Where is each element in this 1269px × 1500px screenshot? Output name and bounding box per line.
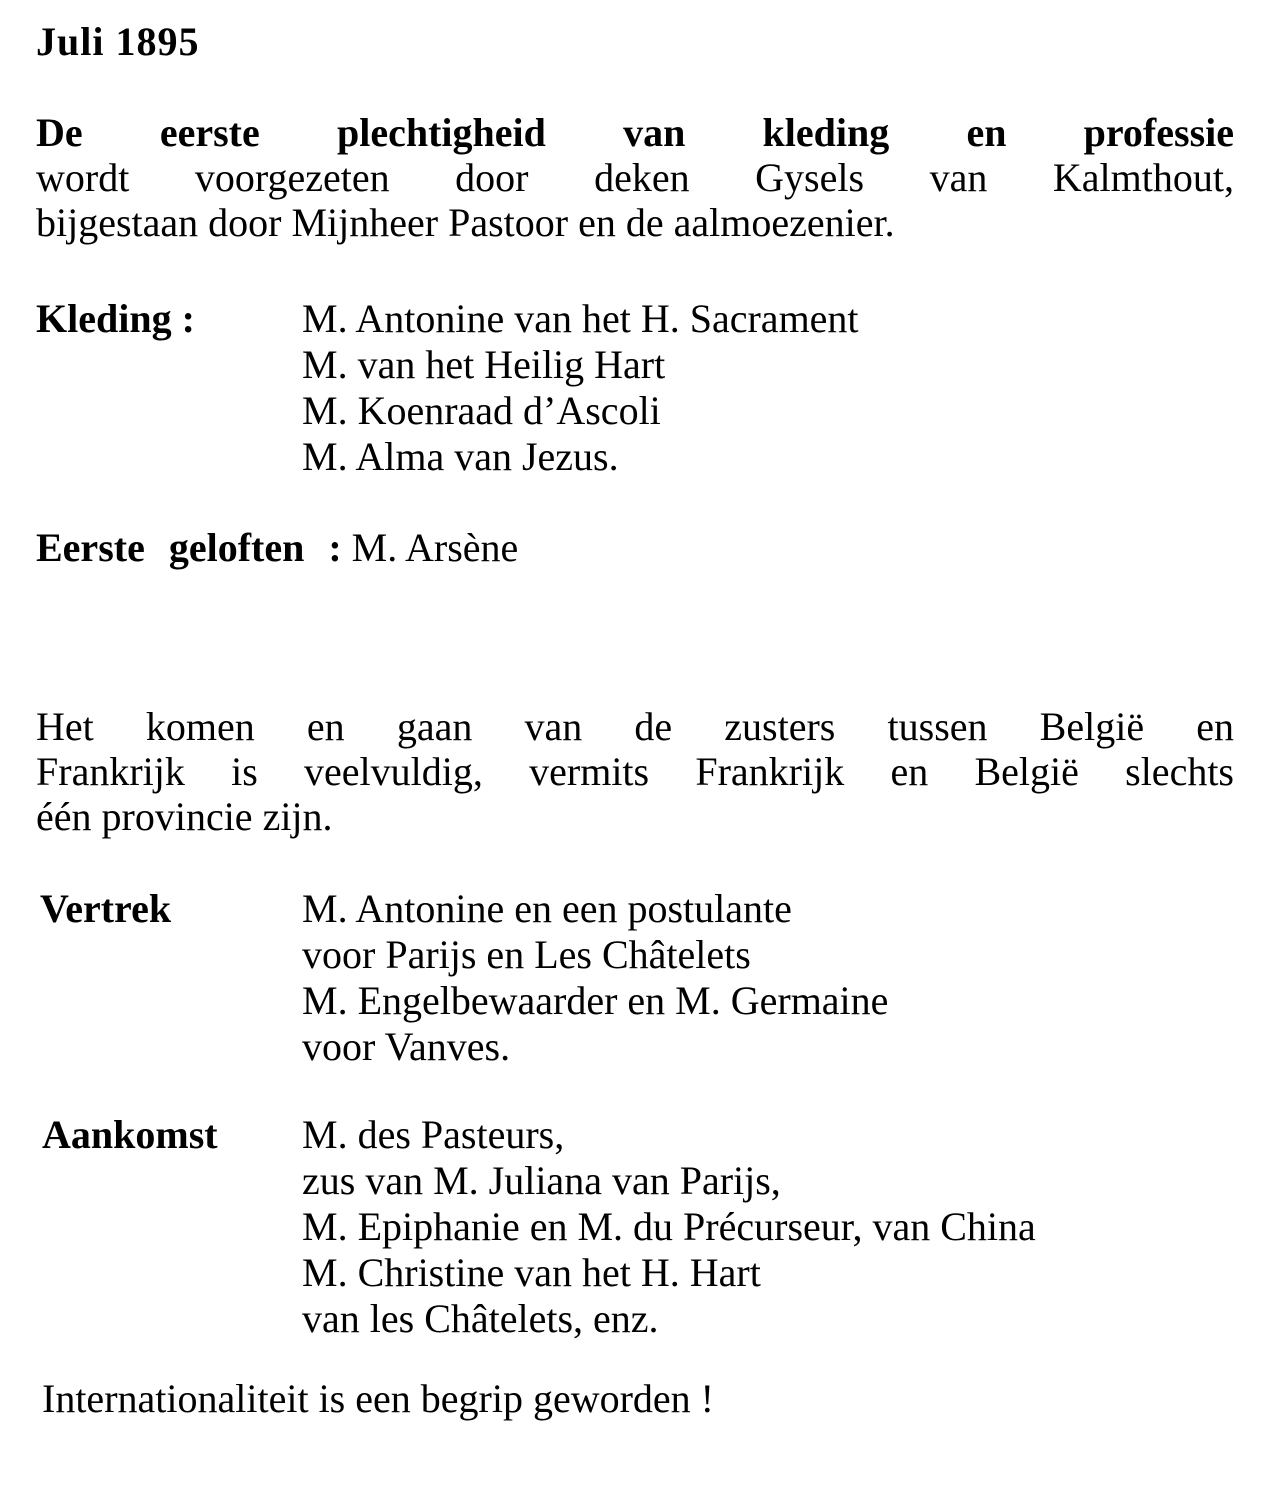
page-heading: Juli 1895 [36, 19, 200, 64]
aankomst-label: Aankomst [42, 1112, 218, 1157]
list-item: zus van M. Juliana van Parijs, [302, 1158, 781, 1203]
list-item: M. Epiphanie en M. du Précurseur, van China [302, 1204, 1036, 1249]
movement-line-3: één provincie zijn. [36, 794, 333, 839]
intro-bold-line: De eerste plechtigheid van kleding en professie [36, 110, 1234, 155]
closing-sentence: Internationaliteit is een begrip geworden ! [42, 1376, 714, 1421]
list-item: M. Engelbewaarder en M. Germaine [302, 978, 889, 1023]
movement-paragraph [36, 704, 1234, 839]
movement-line-1: Het komen en gaan van de zusters tussen België en [36, 704, 1234, 749]
list-item: M. Koenraad d’Ascoli [302, 388, 661, 433]
aankomst-list [302, 1112, 1036, 1342]
movement-line-2: Frankrijk is veelvuldig, vermits Frankrijk en België slechts [36, 749, 1234, 794]
intro-line-2: bijgestaan door Mijnheer Pastoor en de aalmoezenier. [36, 200, 895, 245]
list-item: M. Antonine van het H. Sacrament [302, 296, 859, 341]
list-item: M. van het Heilig Hart [302, 342, 666, 387]
kleding-label: Kleding : [36, 296, 195, 341]
vertrek-list [302, 886, 888, 1070]
list-item: M. Alma van Jezus. [302, 434, 619, 479]
vertrek-label: Vertrek [40, 886, 172, 931]
intro-line-1: wordt voorgezeten door deken Gysels van Kalmthout, [36, 155, 1234, 200]
list-item: M. Antonine en een postulante [302, 886, 792, 931]
list-item: M. Christine van het H. Hart [302, 1250, 761, 1295]
list-item: M. des Pasteurs, [302, 1112, 565, 1157]
geloften-row [36, 525, 518, 571]
geloften-label: Eerste geloften : [36, 525, 342, 570]
list-item: voor Parijs en Les Châtelets [302, 932, 751, 977]
list-item: van les Châtelets, enz. [302, 1296, 659, 1341]
geloften-value: M. Arsène [351, 525, 519, 570]
intro-paragraph [36, 110, 1234, 245]
kleding-list [302, 296, 859, 480]
list-item: voor Vanves. [302, 1024, 511, 1069]
